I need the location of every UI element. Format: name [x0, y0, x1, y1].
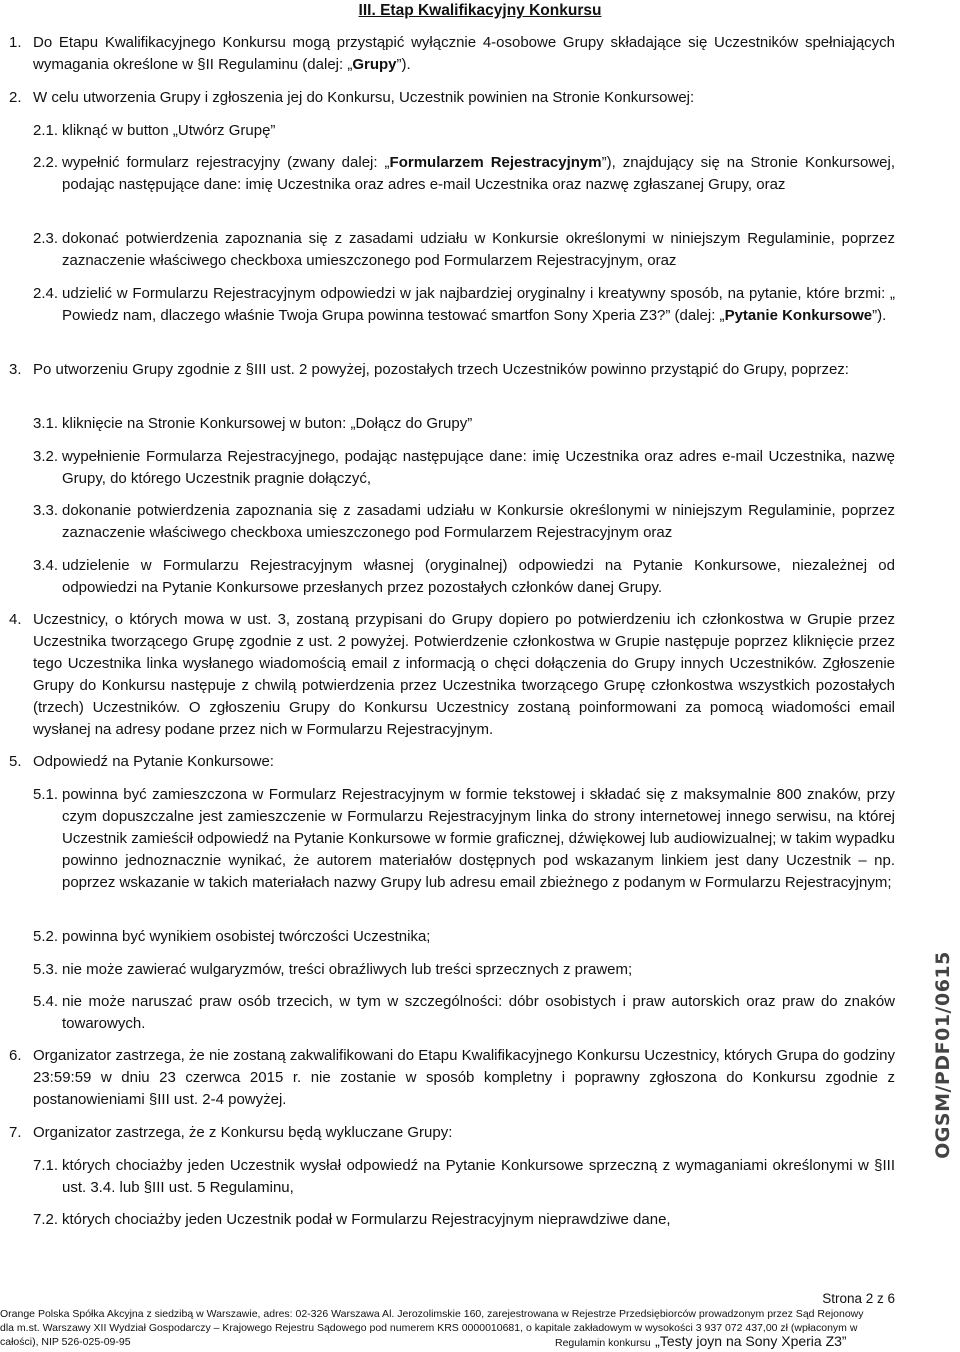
footer-regulation [555, 1333, 847, 1351]
item-number: 1. [9, 34, 22, 51]
item-number: 4. [9, 611, 22, 628]
regulation-title: „Testy joyn na Sony Xperia Z3” [655, 1333, 847, 1349]
paragraph-2-1: kliknąć w button „Utwórz Grupę” [62, 122, 276, 139]
item-number: 3.4. [33, 557, 59, 574]
paragraph-3: Po utworzeniu Grupy zgodnie z §III ust. 2 powyżej, pozostałych trzech Uczestników powinno przystąpić do Grupy, poprzez: [33, 361, 849, 378]
section-heading: III. Etap Kwalifikacyjny Konkursu [358, 2, 602, 19]
paragraph-3-2: wypełnienie Formularza Rejestracyjnego, podając następujące dane: imię Uczestnika oraz adres e-mail Uczestnika, nazwę Grupy, do którego Uczestnik pragnie dołączyć, [62, 448, 895, 487]
item-number: 5.2. [33, 928, 59, 945]
item-number: 3.3. [33, 502, 59, 519]
item-number: 5.1. [33, 786, 59, 803]
item-number: 5. [9, 753, 22, 770]
item-number: 2.4. [33, 285, 59, 302]
item-number: 3.2. [33, 448, 59, 465]
footer-line-1: Orange Polska Spółka Akcyjna z siedzibą w Warszawie, adres: 02-326 Warszawa Al. Jerozolimskie 160, zarejestrowana w Rejestrze Przedsiębiorców prowadzonym przez Sąd Rejonowy [0, 1308, 864, 1320]
paragraph-7-1: których chociażby jeden Uczestnik wysłał odpowiedź na Pytanie Konkursowe sprzeczną z wymaganiami określonymi w §III ust. 3.4. lub §III ust. 5 Regulaminu, [62, 1157, 895, 1196]
paragraph-2-4: udzielić w Formularzu Rejestracyjnym odpowiedzi w jak najbardziej oryginalny i kreatywny sposób, na pytanie, które brzmi: „ Powiedz nam, dlaczego właśnie Twoja Grupa powinna testować smartfon Sony Xperia Z3?” (dalej: „Pytanie Konkursowe”). [62, 285, 895, 324]
item-number: 3. [9, 361, 22, 378]
item-number: 3.1. [33, 415, 59, 432]
paragraph-2: W celu utworzenia Grupy i zgłoszenia jej do Konkursu, Uczestnik powinien na Stronie Konkursowej: [33, 89, 695, 106]
paragraph-3-3: dokonanie potwierdzenia zapoznania się z zasadami udziału w Konkursie określonymi w niniejszym Regulaminie, poprzez zaznaczenie właściwego checkboxa umieszczonego pod Formularzem Rejestracyjnym oraz [62, 502, 895, 541]
footer-line-2: dla m.st. Warszawy XII Wydział Gospodarczy – Krajowego Rejestru Sądowego pod numerem KRS 0000010681, o kapitale zakładowym w wysokości 3 937 072 437,00 zł (wpłaconym w [0, 1322, 858, 1334]
paragraph-4: Uczestnicy, o których mowa w ust. 3, zostaną przypisani do Grupy dopiero po potwierdzeniu ich członkostwa w Grupie przez Uczestnika tworzącego Grupę zgodnie z ust. 2 powyżej. Potwierdzenie członkostwa w Grupie następuje poprzez kliknięcie przez tego Uczestnika linka wysłanego wiadomością email z informacją o chęci dołączenia do Grupy innych Uczestników. Zgłoszenie Grupy do Konkursu następuje z chwilą potwierdzenia przez Uczestnika tworzącego Grupę członkostwa wszystkich pozostałych (trzech) Uczestników. O zgłoszeniu Grupy do Konkursu Uczestnicy zostaną poinformowani za pomocą wiadomości email wysłanej na adresy podane przez nich w Formularzu Rejestracyjnym. [33, 611, 895, 738]
item-number: 7. [9, 1124, 22, 1141]
paragraph-3-1: kliknięcie na Stronie Konkursowej w buton: „Dołącz do Grupy” [62, 415, 473, 432]
item-number: 2.2. [33, 154, 59, 171]
paragraph-7-2: których chociażby jeden Uczestnik podał w Formularzu Rejestracyjnym nieprawdziwe dane, [62, 1211, 671, 1228]
paragraph-6: Organizator zastrzega, że nie zostaną zakwalifikowani do Etapu Kwalifikacyjnego Konkursu Uczestnicy, których Grupa do godziny 23:59:59 w dniu 23 czerwca 2015 r. nie zostanie w sposób kompletny i poprawny zgłoszona do Konkursu zgodnie z postanowieniami §III ust. 2-4 powyżej. [33, 1047, 895, 1108]
item-number: 7.2. [33, 1211, 59, 1228]
paragraph-1: Do Etapu Kwalifikacyjnego Konkursu mogą przystąpić wyłącznie 4-osobowe Grupy składające się Uczestników spełniających wymagania określone w §II Regulaminu (dalej: „Grupy”). [33, 34, 895, 73]
regulation-label: Regulamin konkursu [555, 1337, 651, 1349]
paragraph-7: Organizator zastrzega, że z Konkursu będą wykluczane Grupy: [33, 1124, 453, 1141]
item-number: 5.4. [33, 993, 59, 1010]
item-number: 6. [9, 1047, 22, 1064]
footer-line-3: całości), NIP 526-025-09-95 [0, 1336, 131, 1348]
paragraph-5-2: powinna być wynikiem osobistej twórczości Uczestnika; [62, 928, 431, 945]
paragraph-5-4: nie może naruszać praw osób trzecich, w tym w szczególności: dóbr osobistych i praw autorskich oraz praw do znaków towarowych. [62, 993, 895, 1032]
paragraph-5-3: nie może zawierać wulgaryzmów, treści obraźliwych lub treści sprzecznych z prawem; [62, 961, 633, 978]
item-number: 2. [9, 89, 22, 106]
paragraph-3-4: udzielenie w Formularzu Rejestracyjnym własnej (oryginalnej) odpowiedzi na Pytanie Konkursowe, niezależnej od odpowiedzi na Pytanie Konkursowe przesłanych przez pozostałych członków danej Grupy. [62, 557, 895, 596]
item-number: 7.1. [33, 1157, 59, 1174]
paragraph-2-3: dokonać potwierdzenia zapoznania się z zasadami udziału w Konkursie określonymi w niniejszym Regulaminie, poprzez zaznaczenie właściwego checkboxa umieszczonego pod Formularzem Rejestracyjnym, oraz [62, 230, 895, 269]
item-number: 2.1. [33, 122, 59, 139]
paragraph-5-1: powinna być zamieszczona w Formularz Rejestracyjnym w formie tekstowej i składać się z maksymalnie 800 znaków, przy czym dopuszczalne jest zamieszczenie w Formularzu Rejestracyjnym linka do strony internetowej innego serwisu, na której Uczestnik zamieścił odpowiedź na Pytanie Konkursowe w formie graficznej, dźwiękowej lub audiowizualnej; w takim wypadku powinno jednoznacznie wynikać, że autorem materiałów dostępnych pod wskazanym linkiem jest dany Uczestnik – np. poprzez wskazanie w takich materiałach nazwy Grupy lub adresu email zbieżnego z podanym w Formularzu Rejestracyjnym; [62, 786, 895, 891]
paragraph-5: Odpowiedź na Pytanie Konkursowe: [33, 753, 274, 770]
side-document-code: OGSM/PDF01/0615 [932, 951, 954, 1159]
page-number: Strona 2 z 6 [822, 1291, 895, 1306]
item-number: 2.3. [33, 230, 59, 247]
item-number: 5.3. [33, 961, 59, 978]
paragraph-2-2: wypełnić formularz rejestracyjny (zwany dalej: „Formularzem Rejestracyjnym”), znajdujący się na Stronie Konkursowej, podając następujące dane: imię Uczestnika oraz adres e-mail Uczestnika oraz nazwę zgłaszanej Grupy, oraz [62, 154, 895, 193]
